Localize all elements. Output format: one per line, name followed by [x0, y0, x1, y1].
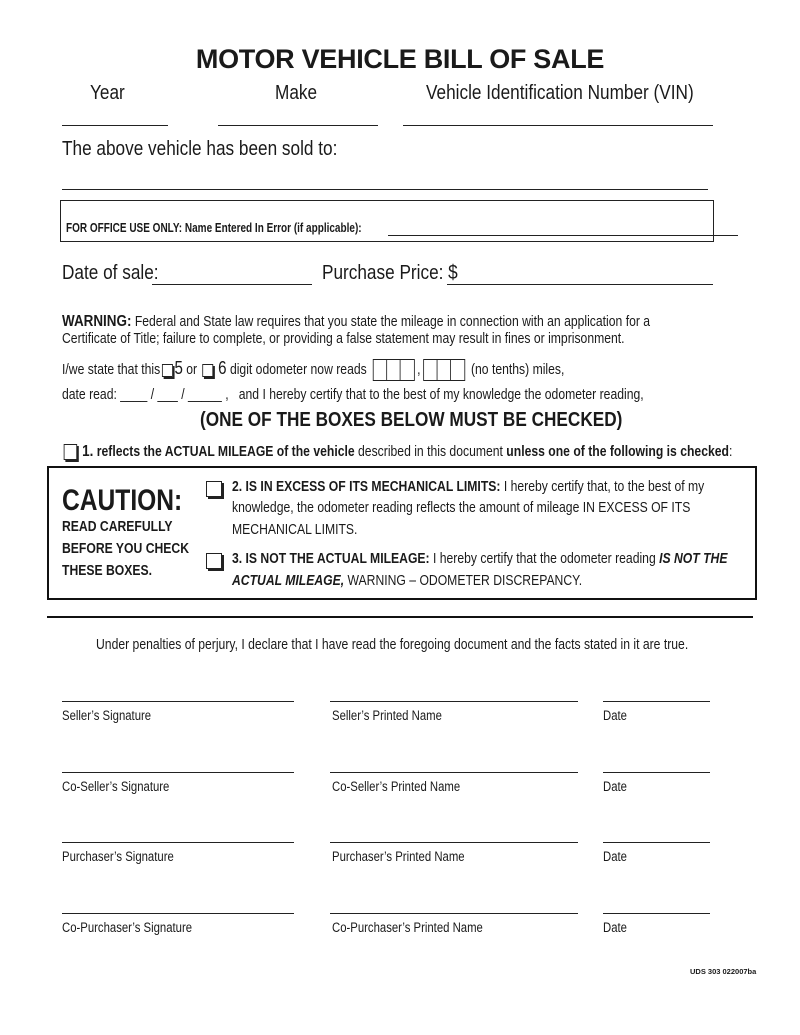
co-purchaser-date-label: Date — [603, 920, 627, 935]
co-seller-printed-name-label: Co-Seller’s Printed Name — [332, 779, 461, 794]
six-digit-label: 6 — [218, 358, 227, 378]
digit-odometer-text: digit odometer now reads — [229, 362, 367, 378]
purchaser-signature-line[interactable] — [62, 842, 294, 843]
year-label: Year — [90, 82, 125, 104]
co-purchaser-printed-name-label: Co-Purchaser’s Printed Name — [332, 920, 483, 935]
option-1-bold: reflects the ACTUAL MILEAGE of the vehicle — [96, 444, 355, 460]
caution-line-2: BEFORE YOU CHECK — [62, 541, 190, 557]
date-read-label[interactable]: date read: ____ / ___ / _____ , — [62, 387, 229, 403]
make-input-line[interactable] — [218, 125, 378, 126]
co-seller-date-line[interactable] — [603, 772, 710, 773]
option-2-text-1: I hereby certify that, to the best of my — [500, 479, 705, 495]
make-label: Make — [275, 82, 318, 104]
section-divider — [47, 616, 753, 618]
or-label: or — [186, 362, 198, 378]
caution-line-3: THESE BOXES. — [62, 563, 153, 579]
co-purchaser-signature-line[interactable] — [62, 913, 294, 914]
odometer-statement — [62, 358, 564, 381]
form-code: UDS 303 022007ba — [690, 967, 757, 976]
office-use-input-line[interactable] — [388, 235, 738, 236]
co-seller-date-label: Date — [603, 779, 627, 794]
option-3-bold-italic-2: ACTUAL MILEAGE, — [232, 573, 345, 589]
buyer-name-input-line[interactable] — [62, 189, 708, 190]
warning-bold: WARNING: — [62, 313, 132, 330]
co-purchaser-printed-name-line[interactable] — [330, 913, 578, 914]
co-seller-printed-name-line[interactable] — [330, 772, 578, 773]
six-digit-checkbox[interactable] — [202, 364, 213, 377]
option-1-checkbox[interactable] — [64, 444, 77, 460]
must-check-heading: (ONE OF THE BOXES BELOW MUST BE CHECKED) — [200, 409, 623, 431]
purchaser-date-label: Date — [603, 849, 627, 864]
date-of-sale-input-line[interactable] — [152, 284, 312, 285]
vin-label: Vehicle Identification Number (VIN) — [426, 82, 694, 104]
vin-input-line[interactable] — [403, 125, 713, 126]
sold-to-label: The above vehicle has been sold to: — [62, 138, 338, 160]
option-3-line-2 — [232, 573, 582, 589]
option-1-bold-2: unless one of the following is checked — [506, 444, 729, 460]
option-1-end: : — [728, 444, 733, 460]
co-purchaser-date-line[interactable] — [603, 913, 710, 914]
option-3-line-1 — [232, 551, 727, 567]
seller-signature-label: Seller’s Signature — [62, 708, 152, 723]
certify-text: and I hereby certify that to the best of my knowledge the odometer reading, — [238, 387, 644, 403]
date-read-line — [62, 387, 644, 403]
five-digit-label: 5 — [174, 358, 183, 378]
purchase-price-label: Purchase Price: $ — [322, 262, 458, 284]
option-2-line-2: knowledge, the odometer reading reflects the amount of mileage IN EXCESS OF ITS — [232, 500, 691, 516]
purchase-price-input-line[interactable] — [447, 284, 713, 285]
seller-date-line[interactable] — [603, 701, 710, 702]
option-1-mid: described in this document — [354, 444, 507, 460]
date-of-sale-label: Date of sale: — [62, 262, 159, 284]
document-title: MOTOR VEHICLE BILL OF SALE — [195, 44, 605, 74]
option-3-bold-italic-1: IS NOT THE — [659, 551, 728, 567]
option-3-bold: 3. IS NOT THE ACTUAL MILEAGE: — [232, 551, 430, 567]
odometer-thousands-input[interactable] — [373, 359, 415, 381]
option-3-text-2: WARNING – ODOMETER DISCREPANCY. — [344, 573, 583, 589]
no-tenths-label: (no tenths) miles, — [470, 362, 565, 378]
odometer-prefix: I/we state that this — [62, 362, 161, 378]
co-purchaser-signature-label: Co-Purchaser’s Signature — [62, 920, 193, 935]
odometer-comma: , — [417, 362, 421, 378]
warning-line-1 — [62, 313, 650, 331]
perjury-statement: Under penalties of perjury, I declare that I have read the foregoing document and the facts stated in it are true. — [96, 637, 689, 653]
co-seller-signature-label: Co-Seller’s Signature — [62, 779, 170, 794]
warning-line-2: Certificate of Title; failure to complete, or providing a false statement may result in fines or imprisonment. — [62, 331, 625, 347]
caution-line-1: READ CAREFULLY — [62, 519, 173, 535]
office-use-label: FOR OFFICE USE ONLY: Name Entered In Error (if applicable): — [66, 221, 362, 235]
five-digit-checkbox[interactable] — [162, 364, 173, 377]
caution-title: CAUTION: — [62, 484, 183, 517]
option-3-checkbox[interactable] — [206, 553, 222, 569]
seller-printed-name-line[interactable] — [330, 701, 578, 702]
co-seller-signature-line[interactable] — [62, 772, 294, 773]
seller-printed-name-label: Seller’s Printed Name — [332, 708, 442, 723]
seller-signature-line[interactable] — [62, 701, 294, 702]
year-input-line[interactable] — [62, 125, 168, 126]
option-2-checkbox[interactable] — [206, 481, 222, 497]
purchaser-signature-label: Purchaser’s Signature — [62, 849, 174, 864]
warning-text-1: Federal and State law requires that you state the mileage in connection with an application for a — [131, 314, 651, 330]
purchaser-printed-name-line[interactable] — [330, 842, 578, 843]
option-2-line-1 — [232, 479, 704, 495]
option-1-row — [62, 443, 732, 461]
odometer-units-input[interactable] — [423, 359, 465, 381]
option-1-number: 1. — [82, 443, 94, 460]
seller-date-label: Date — [603, 708, 627, 723]
purchaser-printed-name-label: Purchaser’s Printed Name — [332, 849, 465, 864]
option-3-text-1: I hereby certify that the odometer reading — [429, 551, 660, 567]
option-2-bold: 2. IS IN EXCESS OF ITS MECHANICAL LIMITS: — [232, 479, 501, 495]
option-2-line-3: MECHANICAL LIMITS. — [232, 522, 358, 538]
purchaser-date-line[interactable] — [603, 842, 710, 843]
